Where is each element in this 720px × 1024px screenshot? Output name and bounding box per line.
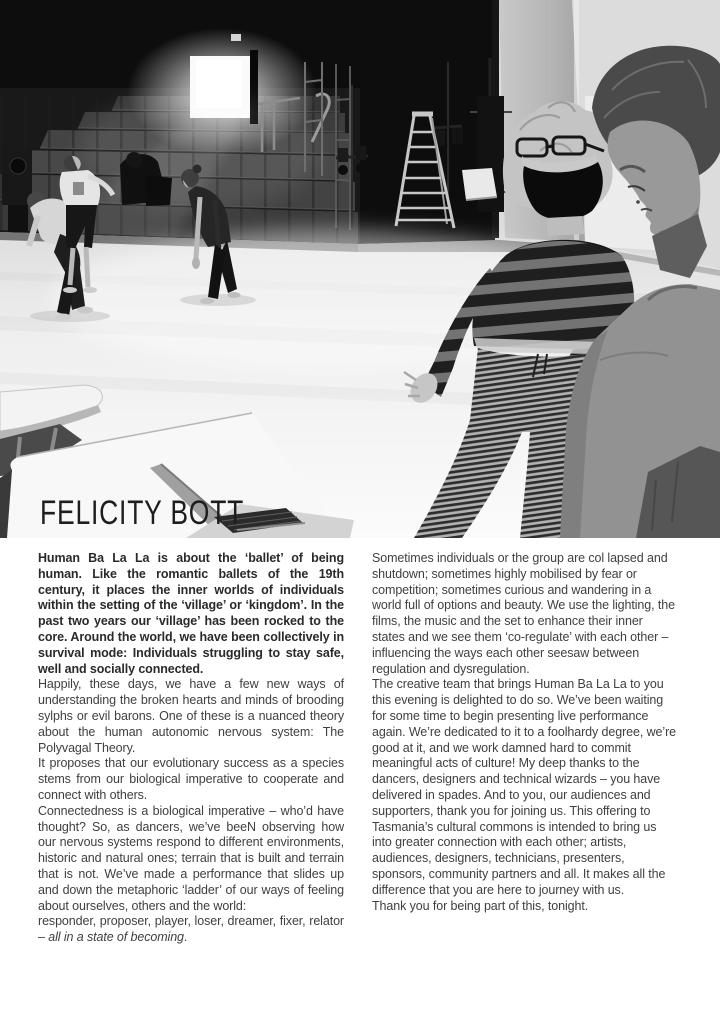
paragraph-imperative: It proposes that our evolutionary success as a species stems from our biological imperative to cooperate and connect with others. — [38, 756, 344, 802]
exit-sign — [231, 34, 241, 41]
paragraph-roles — [38, 914, 344, 946]
article-column-2 — [372, 551, 678, 946]
paragraph-thanks: The creative team that brings Human Ba La La to you this evening is delighted to do so. We’ve been waiting for some time to begin presenting live performance again. We’re dedicated to it to a foolhardy degree, we’re good at it, and we work damned hard to commit meaningful acts of culture! My deep thanks to the dancers, designers and technical wizards – you have delivered in spades. And to you, our audiences and supporters, thank you for joining us. This offering to Tasmania’s cultural commons is intended to bring us into greater connection with each other; artists, audiences, designers, technicians, presenters, sponsors, community partners and all. It makes all the difference that you are here to journey with us. — [372, 677, 676, 897]
paragraph-closing: Thank you for being part of this, tonight. — [372, 898, 589, 913]
lead-paragraph: Human Ba La La is about the ‘ballet’ of being human. Like the romantic ballets of the 19th century, it places the inner worlds of individuals within the setting of the ‘village’ or ‘kingdom’. In the past two years our ‘village’ has been rocked to the core. Around the world, we have been collectively in survival mode: Individuals struggling to stay safe, well and socially connected. — [38, 551, 344, 676]
roles-italic-phrase: all in a state of becoming — [48, 930, 184, 945]
white-crate — [462, 168, 497, 200]
paragraph-connectedness: Connectedness is a biological imperative – who’d have thought? So, as dancers, we’ve beeN observing how our nervous systems respond to different environments, historic and natural ones; terrain that is built and terrain that is not. We’ve made a performance that slides up and down the metaphoric ‘ladder’ of our ways of feeling about ourselves, others and the world: — [38, 803, 344, 913]
roles-list: responder, proposer, player, loser, dreamer, fixer, relator – — [38, 914, 344, 945]
page-title: FELICITY BOTT — [40, 494, 245, 532]
article-column-1 — [38, 551, 344, 946]
article-body — [38, 551, 678, 946]
paragraph-states: Sometimes individuals or the group are col lapsed and shutdown; sometimes highly mobilised by fear or competition; sometimes curious and wandering in a world full of options and beauty. We use the lighting, the films, the music and the set to enhance their inner states and we see them ‘co-regulate’ with each other – influencing the ways each other seesaw between regulation and dysregulation. — [372, 551, 675, 676]
paragraph-polyvagal: Happily, these days, we have a few new ways of understanding the broken hearts and minds of brooding sylphs or evil barons. One of these is a nuanced theory about the human autonomic nervous system: The Polyvagal Theory. — [38, 677, 344, 755]
roles-period: . — [183, 930, 188, 945]
